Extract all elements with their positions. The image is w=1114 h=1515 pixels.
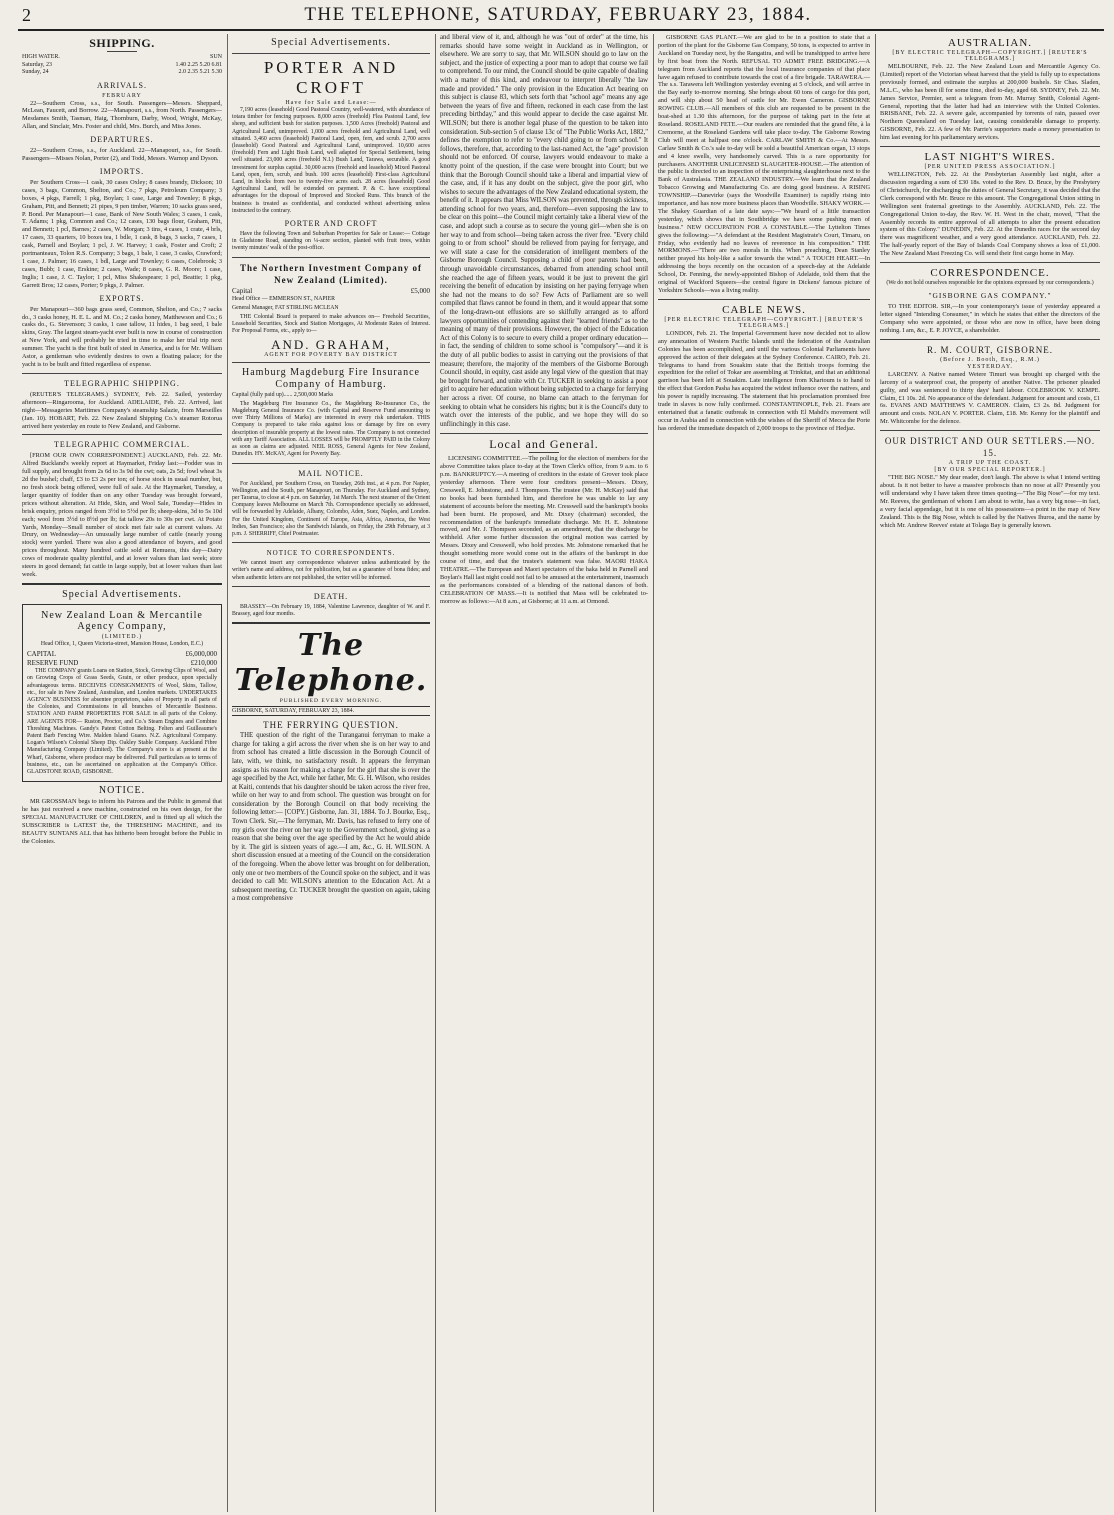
exports-text: Per Manapouri—360 bags grass seed, Common, Shelton, and Co.; 7 sacks do., 3 casks honey, H. E. L. and M. Co.; 2 casks honey, Matthewson and Co.; 6 casks do., G. Stevenson; 3 casks, 1 case tallow, 11 hides, 1 bag seed, 1 bale skins, Gray. The largest steam-yacht ever built is now in course of construction at New York, and will probably be tried in time to make her trial trip next summer. The yacht is the first built of steel in America, and is for Mr. William Astor, a gentleman who evidently desires to own a floating palace; for the yacht is to be built and fitted regardless of expense. bbox=[22, 305, 222, 368]
notice-text: MR GROSSMAN begs to inform his Patrons and the Public in general that he has just received a new machine, constructed on his own design, for the SPECIAL MANUFACTURE OF CHILDREN, and is fitted up all which the SUBSCRIBER is LATEST the, the THRESHING MACHINE, and its BEAUTY SUNTANS ALL that has hitherto been brought before the Public in the Colonies. bbox=[22, 798, 222, 845]
porter-croft-heading: PORTER AND CROFT bbox=[263, 58, 399, 97]
loan-agency-title: New Zealand Loan & Mercantile Agency Company, bbox=[41, 609, 203, 632]
last-nights-wires-sub: [PER UNITED PRESS ASSOCIATION.] bbox=[924, 164, 1056, 171]
local-general-heading: Local and General. bbox=[489, 437, 599, 452]
cable-news-text: LONDON, Feb. 21. The Imperial Government have now decided not to allow any annexation of Western Pacific Islands until the federation of the Australian Colonies has been accomplished, and until the various Colonial Parliaments have approved the action of their delegates at the Sydney Conference. CAIRO, Feb. 21. Telegrams to hand from Souakim state that the British troops forming the expedition for the relief of Tokar are assembling at Trinkitat, and that an additional garrison has been left at Souakim. Late intelligence from Khartoum is to hand to the effect that Gordon Pasha has acquired the widest influence over the natives, and his power is rapidly increasing. The statement that his proclamation promised free trade in slaves is now fully confirmed. CONSTANTINOPLE, Feb. 21. Fears are entertained that a fanatic outbreak in connection with El Mahdi's movement will occur in Arabia and in connection with the wishes of the Sheriff of Mecca the Porte has ordered the immediate despatch of 2,000 troops to the province of Hedjaz. bbox=[658, 329, 870, 432]
loan-agency-limited: (LIMITED.) bbox=[101, 633, 143, 640]
column-divider bbox=[435, 34, 436, 1512]
settlers-heading: OUR DISTRICT AND OUR SETTLERS.—NO. 15. bbox=[884, 436, 1096, 459]
special-ads-heading: Special Advertisements. bbox=[62, 588, 182, 600]
imports-text: Per Southern Cross—1 cask, 30 cases Oxley; 8 cases brandy, Dickson; 10 cases, 3 bags, Common, Shelton, and Co.; 7 pkgs, Petroleum Company; 3 boxes, 4 pkgs, Farrell; 1 pkg, Boylan; 1 case, Large and Townley; 8 pkgs, Graham, Pitt, and Bennett; 21 pipes, 9 pen timber, Warren; 10 sacks grass seed, P. Bond. Per Manapouri—1 case, Bank of New South Wales; 3 cases, 1 cask, T. Adams; 1 pkg, Common and Co.; 12 cases, 130 bags flour, Graham, Pitt, and Bennett; 1 pcl, Barnes; 2 cases, W. Morgan; 3 tins, 4 cases, 1 crate, 4 brls, 17 cases, 33 quarters, 10 boxes tea, 1 bdle, 1 cask, 8 bags, 3 sacks, 7 cases, 1 cask, Parnell and Boylan; 1 pcl, J. W. Harvey; 1 cask, Foster and Croft; 2 portmanteaux, Tolon R.S. Company; 3 bags, 1 bale, 1 case, 3 casks, Crawford; 1 case, J. Palmer; 16 cases, 1 bdl, Large and Townley; 6 cases, Colebrook; 3 cases, Bubb; 1 case, Erskine; 2 cases, Wade; 8 cases, G. R. Moore; 1 case, Inglis; 1 case, J. C. Taylor; 1 pcl, Miss Shakespeare; 1 pcl, Beattie; 1 pkg, Garrett Bros; 12 cases, Porter; 9 pkgs, J. Palmer. bbox=[22, 178, 222, 289]
hamburg-text: The Magdeburg Fire Insurance Co., the Magdeburg Re-Insurance Co., the Magdeburg General Insurance Co. (with Capital and Reserve Fund amounting to over Thirty Millions of Marks) are interested in every risk undertaken. THIS Company is prepared to take risks against loss or damage by fire on every description of insurable property at the lowest rates. The Company is not connected with any Tariff Association. ALL LOSSES will be PROMPTLY PAID in the Colony as soon as claims are adjusted. NEIL ROSS, General Agents for New Zealand, Dunedin. HY. McKAY, Agent for Poverty Bay. bbox=[232, 400, 430, 458]
exports-heading: EXPORTS. bbox=[99, 293, 145, 303]
departures-heading: DEPARTURES. bbox=[90, 135, 154, 145]
last-nights-wires-text: WELLINGTON, Feb. 22. At the Presbyterian Assembly last night, after a discussion regarding a sum of £30 18s. voted to the Rev. D. Bruce, by the Presbytery of Christchurch, for discharging the duties of General Secretary, it was decided that the Clerk correspond with Mr. Bruce re this amount. The Congregational Union sitting in Wellington sent fraternal greetings to the Assembly. AUCKLAND, Feb. 22. The Congregational Union to-day, the Rev. W. H. West in the chair, moved, "That the Assembly records its entire approval of all attempts to alter the present education system of this Colony." DUNEDIN, Feb. 22. At the Dunedin races for the second day there was magnificent weather, and a very good attendance. AUCKLAND, Feb. 22. The half-yearly report of the Bay of Islands Coal Company shows a loss of £1,000. The New Zealand Mast Freezing Co. will send their first cargo home in May. bbox=[880, 171, 1100, 258]
telegraphic-shipping-text: (REUTER'S TELEGRAMS.) SYDNEY, Feb. 22. Sailed, yesterday afternoon—Ringarooma, for Auckland. ADELAIDE, Feb. 22. Arrived, last night—Messageries Maritimes Company's steamship Salazie, from Marseilles (Jan. 10). HOBART, Feb. 22. New Zealand Shipping Co.'s steamer Rotorua arrived here yesterday en route to New Zealand, and Gisborne. bbox=[22, 390, 222, 430]
settlers-byline: [BY OUR SPECIAL REPORTER.] bbox=[934, 467, 1046, 474]
correspondents-notice-heading: NOTICE TO CORRESPONDENTS. bbox=[266, 549, 396, 558]
death-heading: DEATH. bbox=[313, 591, 349, 601]
masthead-rule bbox=[18, 29, 1104, 31]
rm-court-text: LARCENY. A Native named Wetere Timuri was brought up charged with the larceny of a waterproof coat, the property of another Native. The prisoner pleaded guilty, and was sentenced to thirty days' hard labour. COLEBROOK V. KEMPE. Claim, £1 10s. 2d. No appearance of the defendant. Judgment for amount and costs, £1 6s. EVANS AND MATTHEWS V. CAMERON. Claim, £3 2s. 8d. Judgment for amount and costs. NOLAN V. PORTER. Claim, £18. Mr. Kenny for the plaintiff and Mr. Whitcombe for the defence. bbox=[880, 370, 1100, 426]
telegraphic-shipping-heading: TELEGRAPHIC SHIPPING. bbox=[64, 378, 180, 388]
arrivals-month: FEBRUARY bbox=[102, 92, 142, 99]
departures-text: 22—Southern Cross, s.s., for Auckland. 22—Manapouri, s.s., for South. Passengers—Misses Nolan, Porter (2), and Todd, Messrs. Warnop and Dyson. bbox=[22, 147, 222, 163]
page-title: THE TELEPHONE, SATURDAY, FEBRUARY 23, 1884. bbox=[304, 4, 812, 25]
porter-croft-text: 7,190 acres (leasehold) Good Pastoral Country, well-watered, with abundance of totara timber for fencing purposes. 8,000 acres (freehold) Flea Pastoral Land, few sheep, and sufficient bush for station purposes. 1,500 Acres (freehold) Pastoral and Agricultural Land, unimproved. 1,000 acres freehold and Agricultural Land, well situated. 3,460 acres (leasehold) Pastoral Land, open, fern, and scrub. 2,700 acres (leasehold) Good Pastoral and Agricultural Land, unimproved. 10,600 acres (freehold) Fern and Light Bush Land, well adapted for Special Settlement, being well situated. 23,000 acres (freehold N.I.) Bush Land, Tarawa, securable. A good investment for surplus capital. 30,000 acres (freehold and leasehold) Mixed Pastoral Land, open, fern, scrub, and bush. 100 acres (leasehold) First-class Agricultural Land, in blocks from two to twenty-five acres each. 28 acres (leasehold) Good Agricultural Land, will be extended on payment. P. & C. have exceptional advantages for the disposal of Improved and Stocked Runs. This branch of the business is treated as confidential, and conducted without advertising unless instructed to the contrary. bbox=[232, 107, 430, 214]
ferry-text-continued: and liberal view of it, and, although he was "out of order" at the time, his remarks should have some weight in Auckland as in Wellington, or elsewhere. We are sorry to say, that Mr. WILSON should go to law on the subject, and the justice of expecting a poor man to adopt that course we fail to comprehend. To our mind, the Council should be quite capable of dealing with a matter of this kind, and endeavour to interpret liberally "the law made and provided." The only provision in the Education Act bearing on this subject is clause 83, which sets forth that "school age" means any age between the years of five and fifteen, reckoned in each case from the last preceding birthday," and this would appear to decide the case against Mr. WILSON; but there is another legal phase of the question to be taken into consideration. Sub-section 5 of clause 13c of "The Public Works Act, 1882," defines the exemption to refer to "every child going to or from school." It follows, therefore, that, according to the last-named Act, the "age" provision should not be enforced. Of course, lawyers would endeavour to make a knotty point of the question, if the case were brought into Court; but we think that the Borough Council should take a liberal and impartial view of the case, and, if it has any doubt on the subject, give the poor girl, who wishes to secure the advantages of the New Zealand educational system, the benefit of it. It appears that Miss WILSON was prevented, through sickness, attending school for two years, and, therefore—even supposing the law to be clear on this point—the Council might certainly take a liberal view of the case, and adopt such a course as to secure the young girl—when she is on her way to and from school—being taken across the river free. "Every child going to or from school" should be relieved from paying for ferryage, and we will state a case for the consideration of intelligent members of the Gisborne Borough Council. Supposing a child of poor parents had been, through unavoidable circumstances, debarred from attending school until she reached the age of fifteen years, would it be just to prevent the girl receiving the benefit of education by insisting on her paying ferryage when she had not the means to do so? Few Acts of Parliament are so well compiled that flaws cannot be found in them, and it would appear that some of the long-drawn-out effusions are so skilfully arranged as to afford lawyers opportunities of contending against their "learned friends" as to the meaning of many of their provisions. However, the object of the Education Act of this Colony is to secure to every child a proper ordinary education—in fact, the sending of children to some school is "compulsory"—and it is the duty of all public bodies to assist in carrying out the provisions of that measure; therefore, the majority of the members of the Gisborne Borough Council should, in equity, cast aside any legal view of the question that may be brought forward, and unite with Cr. TUCKER in seeking to assist a poor girl to acquire her education without being subjected to a charge for ferrying her across a river. Of course, no blame can attach to the ferryman for seeking to obtain what he considers his rights; but it is the Council's duty to watch over the interests of the public, and we hope they will do so unflinchingly in this case. bbox=[440, 34, 648, 428]
correspondence-heading: CORRESPONDENCE. bbox=[930, 267, 1050, 280]
settlers-sub: A TRIP UP THE COAST. bbox=[948, 460, 1032, 467]
correspondence-sub: (We do not hold ourselves responsible for the opinions expressed by our correspondents.) bbox=[886, 280, 1094, 287]
column-2 bbox=[232, 34, 430, 1512]
tide-row: Saturday, 23 1.40 2.25 5.20 6.81 bbox=[22, 61, 222, 68]
loan-agency-advert bbox=[22, 604, 222, 782]
correspondence-text: TO THE EDITOR. SIR,—In your contemporary's issue of yesterday appeared a letter signed "Intending Consumer," in which he states that either the directors of the Company who were appointed, or those who are now in office, have been doing nothing. I am, &c., E. P. JOYCE, a shareholder. bbox=[880, 303, 1100, 334]
nim-text: THE Colonial Board is prepared to make advances on— Freehold Securities, Leasehold Securities, Stock and Station Mortgages, At Moderate Rates of Interest. For Proposal Forms, etc., apply to— bbox=[232, 314, 430, 335]
correspondents-notice-text: We cannot insert any correspondence whatever unless authenticated by the writer's name and address, not for publication, but as a guarantee of bona fides; and when authentic letters are not published, the writer will be informed. bbox=[232, 560, 430, 581]
telegraphic-commercial-heading: TELEGRAPHIC COMMERCIAL. bbox=[54, 440, 190, 450]
reserve-row: RESERVE FUND £210,000 bbox=[27, 659, 217, 668]
tide-heading: HIGH WATER. bbox=[22, 54, 60, 60]
page-number: 2 bbox=[22, 5, 31, 25]
imports-heading: IMPORTS. bbox=[99, 166, 145, 176]
rm-court-heading: R. M. COURT, GISBORNE. bbox=[926, 344, 1054, 355]
death-text: BRASSEY—On February 19, 1884, Valentine Lawrence, daughter of W. and F. Brassey, aged four months. bbox=[232, 603, 430, 617]
correspondence-title: "GISBORNE GAS COMPANY." bbox=[928, 291, 1052, 301]
hamburg-title: Hamburg Magdeburg Fire Insurance Company of Hamburg. bbox=[242, 366, 420, 390]
hamburg-capital: Capital (fully paid up)...... 2,500,000 Marks bbox=[232, 391, 334, 398]
australian-sub: [BY ELECTRIC TELEGRAPH—COPYRIGHT.] [REUTER'S TELEGRAMS.] bbox=[892, 50, 1088, 62]
nim-capital-row: Capital £5,000 bbox=[232, 286, 430, 295]
australian-text: MELBOURNE, Feb. 22. The New Zealand Loan and Mercantile Agency Co. (Limited) report of the Victorian wheat harvest that the yield is fully up to expectations previously formed, and estimate the surplus at 200,000 bushels. Sir Chas. Sladen, M.L.C., who has been ill for some time, died to-day, aged 68. SYDNEY, Feb. 22. Mr. James Service, Premier, sent a telegram from Mr. Murray Smith, Colonial Agent-General, reporting that the latter had had an interview with the United Colonies. BRISBANE, Feb. 22. A severe gale, accompanied by torrents of rain, passed over Northern Queensland on Tuesday last, causing considerable damage to property. GISBORNE, Feb. 22. A few of Mr. Parrie's supporters made a money presentation to him last evening for his parliamentary services. bbox=[880, 63, 1100, 142]
column-divider bbox=[653, 34, 654, 1512]
masthead bbox=[8, 3, 1108, 27]
column-divider bbox=[875, 34, 876, 1512]
australian-heading: AUSTRALIAN. bbox=[947, 37, 1033, 49]
tide-row: Sunday, 24 2.0 2.35 5.21 5.30 bbox=[22, 69, 222, 75]
rm-court-sub: (Before J. Booth, Esq., R.M.) bbox=[940, 356, 1040, 363]
ferry-heading: THE FERRYING QUESTION. bbox=[263, 720, 399, 731]
porter-croft-sub: Have for Sale and Lease:— bbox=[285, 100, 377, 106]
capital-row: CAPITAL £6,000,000 bbox=[27, 650, 217, 659]
loan-agency-office: Head Office, 1, Queen Victoria-street, Mansion House, London, E.C.) bbox=[40, 640, 204, 647]
mail-notice-heading: MAIL NOTICE. bbox=[298, 468, 364, 478]
arrivals-heading: ARRIVALS. bbox=[97, 80, 147, 90]
column-divider bbox=[227, 34, 228, 1512]
northern-investment-title: The Northern Investment Company of New Zealand (Limited). bbox=[240, 262, 422, 285]
rm-court-yesterday: YESTERDAY. bbox=[967, 363, 1013, 370]
flag-subtitle: PUBLISHED EVERY MORNING. bbox=[279, 698, 383, 705]
newspaper-flag: The Telephone. bbox=[234, 628, 428, 699]
graham-sub: AGENT FOR POVERTY BAY DISTRICT bbox=[264, 351, 398, 358]
arrivals-text: 22—Southern Cross, s.s., for South. Passengers—Messrs. Sheppard, McLean, Faucett, and Borrow. 22—Manapouri, s.s., from North. Passengers—Mesdames Smith, Tasman, Haig, Thornburn, Darby, Wood, Wright, McKay, Allan, and Sinclair, Mrs. Foster and child, Mrs. Burch, and Miss Jones. bbox=[22, 99, 222, 131]
telegraphic-commercial-text: [FROM OUR OWN CORRESPONDENT.] AUCKLAND, Feb. 22. Mr. Alfred Buckland's weekly report at Haymarket, Friday last:—Fodder was in full supply, and brought from 2s 6d to 3s 9d the cwt; oats, 2s 5d; fowl wheat 3s 2d the bushel; chaff, £3 to £3 2s per ton; of horse stock in usual number, but, no fresh stock being offered, were full of sale. At the Haymarket, Tuesday, a larger quantity of fodder than on any other Tuesday was brought forward, prices without alteration. At Hide, Skin, and Wool Sale, Tuesday—Hides in brisk enquiry, prices ranged from 3½d to 5½d per lb; sheep-skins, 3d to 5s 10d each; wool from 3½d to 8½d per lb; fat tallow 20s to 30s per cwt. At Potato Yards, Monday—Small number of stock met fair sale at current values. At Drury, on Wednesday—An unusually large number of cattle (nearly young stock) were yarded. There was also a good attendance of buyers, and good prices throughout. Many hundred cattle sold at Remuera, this day—Dairy cows of moderate quality plentiful, and at lower values than last week; store steers in good demand; fat cattle in large supply, but at lower values than last week. bbox=[22, 452, 222, 578]
dateline: GISBORNE, SATURDAY, FEBRUARY 23, 1884. bbox=[232, 706, 430, 716]
mail-notice-text: For Auckland, per Southern Cross, on Tuesday, 26th inst., at 4 p.m. For Napier, Wellington, and the South, per Manapouri, on Thursday. For Auckland and Sydney, per Tararua, to close at 4 p.m. on Saturday, 1st March. The next steamer of the Orient Company leaves Melbourne on March 7th. Correspondence specially so addressed, will be forwarded by Adelaide, Albany, Colombo, Aden, Suez, Naples, and London. For the United Kingdom, Continent of Europe, Asia, Africa, America, the West Indies, San Francisco; also the Sandwich Islands, on Friday, the 29th February, at 3 p.m. J. SHERRIFF, Chief Postmaster. bbox=[232, 480, 430, 537]
tide-table bbox=[22, 54, 222, 77]
notice-heading: NOTICE. bbox=[98, 785, 146, 797]
cable-news-sub: [PER ELECTRIC TELEGRAPH—COPYRIGHT.] [REUTER'S TELEGRAMS.] bbox=[664, 316, 864, 329]
graham-heading: AND. GRAHAM, bbox=[271, 336, 391, 352]
nim-head-office: Head Office — EMMERSON ST., NAPIER bbox=[232, 295, 335, 302]
ferry-text: THE question of the right of the Turanganui ferryman to make a charge for taking a girl across the river when she is on her way to and from school has created a little discussion in the Borough Council of late, with, we think, no satisfactory result. It appears the ferryman assigns as his reason for making a charge for the girl that she is over the age specified by the Act, while her father, Mr. G. H. Wilson, who resides at Kaiti, contends that his daughter should be taken across the river free, while on her way to and from school. The question was brought on for consideration by the Borough Council on that body receiving the following letter:— [COPY.] Gisborne, Jan. 31, 1884. To J. Bourke, Esq., Town Clerk. Sir,—The ferryman, Mr. Davis, has refused to ferry one of my girls over the river on her way to the Government school, giving as a reason that she being over the age specified by the Act he would abide by it. The girl is sixteen years of age.—I am, &c., G. H. WILSON. A short discussion ensued at a meeting of the Council on the consideration of the foregoing. When the above letter was brought on for deliberation, only one or two members of the Council spoke on the subject, and it was decided to call Mr. WILSON's attention to the Education Act. At a subsequent meeting, Cr. TUCKER brought the question on again, taking a most comprehensive bbox=[232, 732, 430, 903]
column-1 bbox=[22, 34, 222, 1512]
local-news-text: GISBORNE GAS PLANT.—We are glad to be in a position to state that a portion of the plant for the Gisborne Gas Company, 50 tons, is expected to arrive in Auckland on Tuesday next, by the Rangatira, and will be transhipped to arrive here by first boat from the North. REFUSAL TO ADMIT FREE BRIDGING.—A telegram from Auckland reports that the local insurance companies of that place have again refused to contribute towards the cost of a fire brigade. TARAWERA.—The s.s. Tarawera left Wellington yesterday evening at 5 o'clock, and will arrive in the Bay early to-morrow morning. She brings about 60 tons of cargo for this port, and will ship about 50 head of cattle for Mr. Ewen Cameron. GISBORNE ROWING CLUB.—All members of this club are requested to be present in the boat-shed at 1.30 this afternoon, for the purpose of taking part in the fete at Roseland. ROSELAND FETE.—Our readers are reminded that the grand fête, à la Cremorne, at the Roseland Gardens will take place to-day. The Gisborne Rowing Club will meet at halfpast one o'clock. CARLAW SMITH & Co.—At Messrs. Carlaw Smith & Co.'s sale to-day will be sold a beautiful American organ, 13 stops and 4 knee swells, very handsomely carved. This is a rare opportunity for purchasers. ANOTHER UNLICENSED SLAUGHTER-HOUSE.—The attention of the public is directed to an inspection of the enterprising slaughterhouse next to the Bank of Australasia. THE ZEALAND INDUSTRY.—We learn that the Zealand Tobacco Growing and Manufacturing Co. are doing good business. A RISING TOWNSHIP.—Danevirke (says the Woodville Examiner) is rapidly rising into importance, and has now more business places than Woodville. SHAKY WORK.—The Shakey Guardian of a late date says:—"We heard of a little transaction yesterday, which shows that in Southbridge we have some pushing men of business." NEW OCCUPATION FOR A CONSTABLE.—The Lyttelton Times gives the following:—"A defendant at the Resident Magistrate's Court, Timaru, on Friday, who evidently had no leaves of reverence in his composition." THE MORMONS.—"There are two morals in this. When preaching, Dean Stanley neither prayed his holy-like a sailor towards the wind." A TOUCH HEART.—In addressing the boys recently on the occasion of a speech-day at the Adelaide School, Dr. Fenning, the newly-appointed Bishop of Adelaide, told them that the original of Wackford Squeers—the central figure in Dickens' famous picture of Yorkshire Schools—was a living reality. bbox=[658, 34, 870, 294]
sun-label: SUN bbox=[209, 54, 222, 60]
loan-agency-text: THE COMPANY grants Loans on Station, Stock, Growing Clips of Wool, and on Growing Crops of Grass Seeds, Grain, or other produce, upon specially advantageous terms. RECEIVES CONSIGNMENTS of Wool, Skins, Tallow, etc., for sale in New Zealand, Australian, and London markets. UNDERTAKES AGENCY BUSINESS for absentee proprietors, sales of Property in all parts of the Colonies, and Commissions in all branches of Mercantile Business. STATION AND FARM PROPERTIES FOR SALE in all parts of the Colony. ARE AGENTS FOR— Ruston, Proctor, and Co.'s Steam Engines and Combine Threshing Machines. Gandy's Patent Cotton Belting. Felten and Guilleaume's Patent Barb Fencing Wire. Malden Island Guano. N.Z. Agricultural Company. Logan's Wilson's Colonial Sheep Dip. Oakley Stable Company. Auckland Fibre Manufacturing Company (Limited). The Company's store is at present at the Wharf, Gisborne, where produce may be delivered. Full particulars as to terms of business, etc., can be ascertained on application at the Company's Office. GLADSTONE ROAD, GISBORNE. bbox=[27, 668, 217, 775]
local-general-text: LICENSING COMMITTEE.—The polling for the election of members for the above Committee takes place to-day at the Town Clerk's office, from 9 a.m. to 6 p.m. BANKRUPTCY.—A meeting of creditors in the estate of Grover took place yesterday afternoon. There were four creditors present—Messrs. Dixey, Cresswell, E. Johnstone, and J. Thompson. The trustee (Mr. H. McKay) said that no books had been furnished him, and therefore he was unable to lay any statement of accounts before the meeting. Mr. Cresswell said the bankrupt's books had been burnt. He proposed, and Mr. Dixey (chairman) seconded, the recommendation of the bankrupt's immediate discharge. Mr. H. E. Johnstone moved, and Mr. J. Thompson seconded, as an amendment, that the discharge be withheld. After some further discussion the original motion was carried by Messrs. Dixey and Cresswell, who hold proxies. Mr. Johnstone remarked that he thought something more would come out in the affairs of the bankrupt in due course of time, and that the trustee's statement was false. MAORI HAKA THEATRE.—The European and Maori spectators of the haka held in Parnell and Boylan's Hall last night could not fail to be amused at the entertainment, inasmuch as the performances consisted of a blending of the national dances of both. CELEBRATION OF MASS.—It is notified that Mass will be celebrated to-morrow as follows:—At 8 a.m., at Gisborne; at 11 a.m. at Ormond. bbox=[440, 455, 648, 605]
last-nights-wires-heading: LAST NIGHT'S WIRES. bbox=[924, 151, 1056, 164]
nim-manager: General Manager, FAT STIRLING MCLEAN bbox=[232, 304, 339, 311]
column-5 bbox=[880, 34, 1100, 1512]
column-4 bbox=[658, 34, 870, 1512]
column-3 bbox=[440, 34, 648, 1512]
special-ads-heading: Special Advertisements. bbox=[271, 37, 391, 48]
porter-croft-heading-2: PORTER AND CROFT bbox=[284, 219, 378, 229]
porter-croft-text-2: Have the following Town and Suburban Properties for Sale or Lease:— Cottage in Gladstone Road, standing on ¼-acre section, planted with fruit trees, within twenty minutes' walk of the post-office. bbox=[232, 231, 430, 252]
shipping-heading: SHIPPING. bbox=[89, 36, 155, 50]
settlers-text: "THE BIG NOSE." My dear reader, don't laugh. The above is what I intend writing about. Is it not better to have a massive proboscis than no nose at all? Presently you will understand why I have taken three times quoting—"The Big Nose"—for my text. Mr. Reeves, the gentleman of whom I am about to write, has a very big nose—in fact, a very facial appendage, but it is one of his possessions—a point in the map of New Zealand. This is the Big Nose, which is called by the Natives Ihuroa, and the name by which Mr. Andrew Reeves' estate at Tolaga Bay is generally known. bbox=[880, 474, 1100, 529]
cable-news-heading: CABLE NEWS. bbox=[722, 303, 806, 316]
